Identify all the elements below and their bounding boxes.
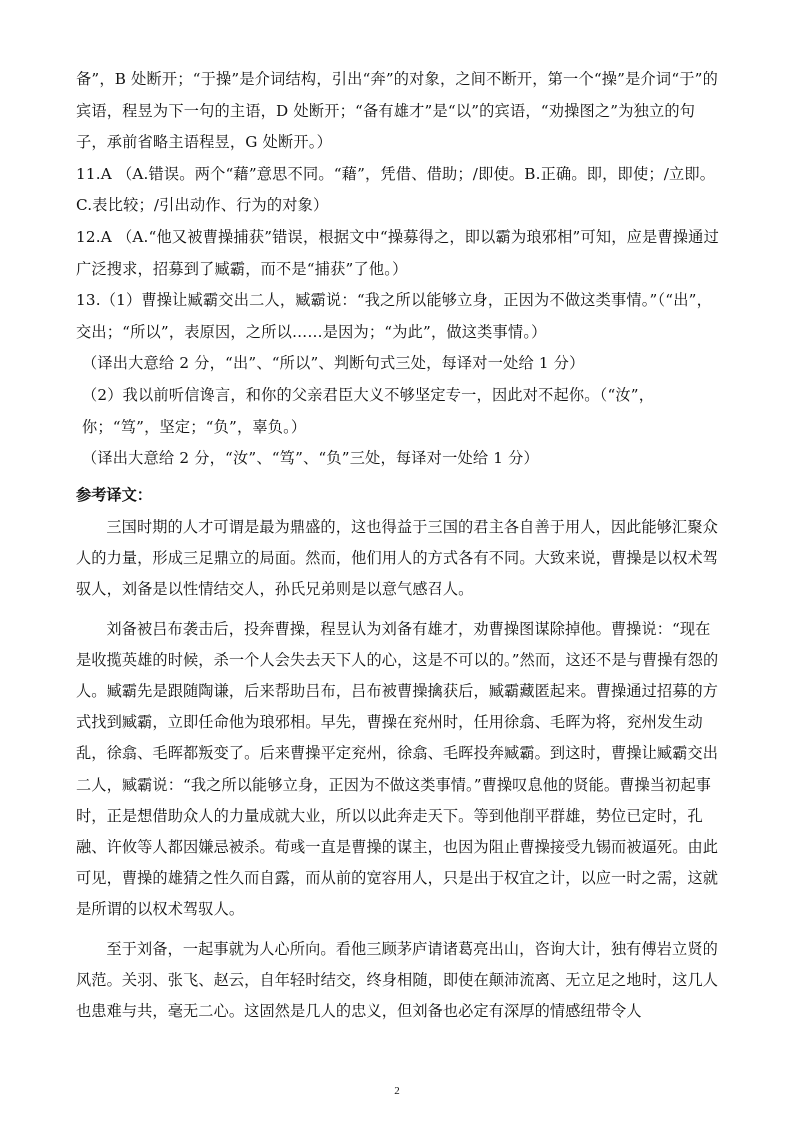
scoring-note-1: （译出大意给 2 分，“出”、“所以”、判断句式三处，每译对一处给 1 分） <box>82 354 585 373</box>
answer-13-part-2: （2）我以前听信谗言，和你的父亲君臣大义不够坚定专一，因此对不起你。（“汝”，你；“笃”，坚定；“负”，辜负。） <box>82 385 655 436</box>
translation-paragraph-2: 刘备被吕布袭击后，投奔曹操，程昱认为刘备有雄才，劝曹操图谋除掉他。曹操说：“现在是收揽英雄的时候，杀一个人会失去天下人的心，这是不可以的。”然而，这还不是与曹操有怨的人。臧霸先是跟随陶谦，后来帮助吕布，吕布被曹操擒获后，臧霸藏匿起来。曹操通过招募的方式找到臧霸，立即任命他为琅邪相。早先，曹操在兖州时，任用徐翕、毛晖为将，兖州发生动乱，徐翕、毛晖都叛变了。后来曹操平定兖州，徐翕、毛晖投奔臧霸。到这时，曹操让臧霸交出二人，臧霸说：“我之所以能够立身，正因为不做这类事情。”曹操叹息他的贤能。曹操当初起事时，正是想借助众人的力量成就大业，所以以此奔走天下。等到他削平群雄，势位已定时，孔融、许攸等人都因嫌忌被杀。荀彧一直是曹操的谋主，也因为阻止曹操接受九锡而被逼死。由此可见，曹操的雄猜之性久而自露，而从前的宽容用人，只是出于权宜之计，以应一时之需，这就是所谓的以权术驾驭人。 <box>76 619 719 919</box>
answer-12: 12.A （A.“他又被曹操捕获”错误，根据文中“操募得之，即以霸为琅邪相”可知，应是曹操通过广泛搜求，招募到了臧霸，而不是“捕获”了他。） <box>76 227 719 278</box>
scoring-note-2: （译出大意给 2 分，“汝”、“笃”、“负”三处，每译对一处给 1 分） <box>82 449 539 468</box>
answer-paragraph-continuation: 备”，B 处断开；“于操”是介词结构，引出“奔”的对象，之间不断开，第一个“操”是介词“于”的宾语，程昱为下一句的主语，D 处断开；“备有雄才”是“以”的宾语，“劝操图之”为独立的句子，承前省略主语程昱，G 处断开。） <box>76 70 719 152</box>
answer-13-part-1: 13.（1）曹操让臧霸交出二人，臧霸说：“我之所以能够立身，正因为不做这类事情。”（“出”，交出；“所以”，表原因，之所以……是因为；“为此”，做这类事情。） <box>76 291 712 341</box>
answer-11: 11.A （A.错误。两个“藉”意思不同。“藉”，凭借、借助；/即使。B.正确。即，即使；/立即。C.表比较；/引出动作、行为的对象） <box>76 164 716 215</box>
translation-heading: 参考译文： <box>76 486 152 504</box>
translation-paragraph-1: 三国时期的人才可谓是最为鼎盛的，这也得益于三国的君主各自善于用人，因此能够汇聚众人的力量，形成三足鼎立的局面。然而，他们用人的方式各有不同。大致来说，曹操是以权术驾驭人，刘备是以性情结交人，孙氏兄弟则是以意气感召人。 <box>76 518 719 599</box>
page-number: 2 <box>394 1085 400 1097</box>
translation-section <box>76 512 720 1027</box>
answer-section <box>76 64 720 475</box>
translation-paragraph-3: 至于刘备，一起事就为人心所向。看他三顾茅庐请诸葛亮出山，咨询大计，独有傅岩立贤的风范。关羽、张飞、赵云，自年轻时结交，终身相随，即使在颠沛流离、无立足之地时，这几人也患难与共，毫无二心。这固然是几人的忠义，但刘备也必定有深厚的情感纽带令人 <box>76 939 719 1021</box>
